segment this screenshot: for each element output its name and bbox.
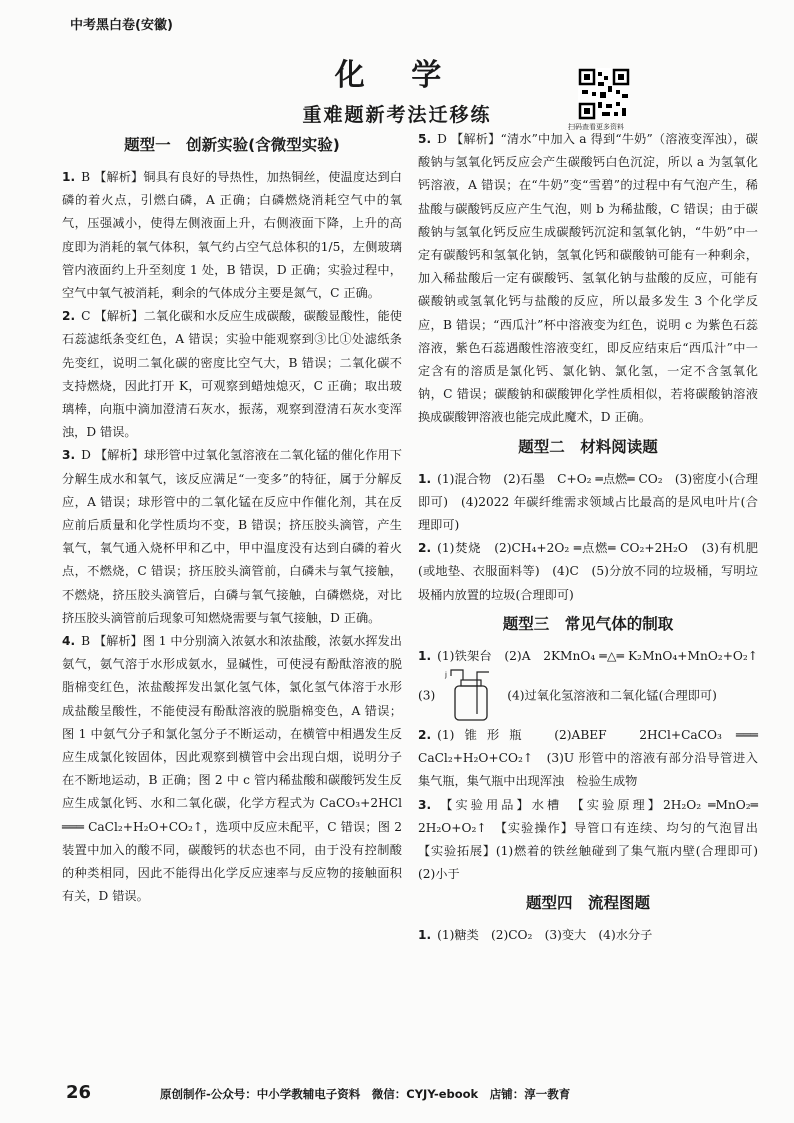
item-text: (1)混合物 (2)石墨 C+O₂ ═点燃═ CO₂ (3)密度小(合理即可) (4)2022 年碳纤维需求领域占比最高的是风电叶片(合理即可) xyxy=(418,471,758,533)
item-text: (1)锥形瓶 (2)ABEF 2HCl+CaCO₃ ═══ CaCl₂+H₂O+CO₂↑ (3)U 形管中的溶液有部分沿导管进入集气瓶，集气瓶中出现浑浊 检验生成物 xyxy=(418,728,758,789)
page-number: 26 xyxy=(66,1082,92,1103)
item-text: C 【解析】二氧化碳和水反应生成碳酸，碳酸显酸性，能使石蕊滤纸条变红色，A 错误；实验中能观察到③比①处滤纸条先变红，说明二氧化碳的密度比空气大，B 错误；二氧化碳不支持燃烧，因此打开 K，可观察到蜡烛熄灭，C 正确；取出玻璃棒，向瓶中滴加澄清石灰水，振荡，观察到澄清石灰水变浑浊，D 错误。 xyxy=(62,309,402,440)
answer-item xyxy=(62,305,402,444)
answer-item xyxy=(418,645,771,724)
page-subtitle: 重难题新考法迁移练 xyxy=(302,104,492,126)
item-number: 4. xyxy=(62,634,76,649)
item-text: 【实验用品】水槽 【实验原理】2H₂O₂ ═MnO₂═ 2H₂O+O₂↑ 【实验操作】导管口有连续、均匀的气泡冒出 【实验拓展】(1)燃着的铁丝触碰到了集气瓶内壁(合理即可) (2)小于 xyxy=(418,797,771,882)
item-number: 1. xyxy=(418,928,432,943)
footer-credits: 原创制作-公众号：中小学教辅电子资料 微信：CYJY-ebook 店铺：淳一教育 xyxy=(160,1087,571,1101)
item-number: 1. xyxy=(418,648,432,663)
gas-bottle-apparatus-icon xyxy=(441,668,501,724)
answer-item xyxy=(62,630,402,908)
section-heading-2: 题型二 材料阅读题 xyxy=(518,437,658,456)
item-number: 1. xyxy=(418,471,432,486)
item-number: 5. xyxy=(418,132,432,146)
answer-item xyxy=(62,444,402,630)
item-number: 3. xyxy=(62,448,76,463)
right-column xyxy=(418,128,771,948)
answer-item xyxy=(418,924,758,947)
item-number: 2. xyxy=(418,728,432,743)
item-number: 2. xyxy=(418,541,432,556)
item-text: D 【解析】球形管中过氧化氢溶液在二氧化锰的催化作用下分解生成水和氧气，该反应满足“一变多”的特征，属于分解反应，A 错误；球形管中的二氧化锰在反应中作催化剂，其在反应前后质量和化学性质均不变，B 错误；挤压胶头滴管，产生氧气，氧气通入烧杯甲和乙中，甲中温度没有达到白磷的着火点，不燃烧，C 错误；挤压胶头滴管前，白磷未与氧气接触，不燃烧，挤压胶头滴管后，白磷与氧气接触，白磷燃烧，对比挤压胶头滴管前后现象可知燃烧需要与氧气接触，D 正确。 xyxy=(62,448,402,625)
item-number: 3. xyxy=(418,797,432,812)
answer-item xyxy=(62,166,402,305)
section-heading-3: 题型三 常见气体的制取 xyxy=(502,614,674,633)
left-column xyxy=(62,128,402,909)
svg-text:j: j xyxy=(445,671,448,680)
answer-item xyxy=(418,794,771,887)
section-heading-4: 题型四 流程图题 xyxy=(525,894,650,913)
answer-item xyxy=(418,724,758,794)
item-text: (4)过氧化氢溶液和二氧化锰(合理即可) xyxy=(507,688,717,703)
answer-item xyxy=(418,468,758,538)
qr-caption: 扫码查看更多资料 xyxy=(568,123,624,131)
item-text: D 【解析】“清水”中加入 a 得到“牛奶”（溶液变浑浊），碳酸钠与氢氧化钙反应会产生碳酸钙白色沉淀，所以 a 为氢氧化钙溶液，A 错误；在“牛奶”变“雪碧”的过程中有气泡产生，稀盐酸与碳酸钙反应产生气泡，则 b 为稀盐酸，C 错误；由于碳酸钠与氢氧化钙反应生成碳酸钙沉淀和氢氧化钠，“牛奶”中一定有碳酸钙和氢氧化钠，氢氧化钙和碳酸钠可能有一种剩余，加入稀盐酸后一定有碳酸钙、氢氧化钠与盐酸的反应，可能有碳酸钠或氢氧化钙与盐酸的反应，所以最多发生 3 个化学反应，B 错误；“西瓜汁”杯中溶液变为红色，说明 c 为紫色石蕊溶液，紫色石蕊遇酸性溶液变红，即反应结束后“西瓜汁”中一定含有的溶质是氯化钙、氯化钠、氯化氢，一定不含氢氧化钠，C 错误；碳酸钠和碳酸钾化学性质相似，若将碳酸钠溶液换成碳酸钾溶液也能完成此魔术，D 正确。 xyxy=(418,132,758,425)
section-heading-1: 题型一 创新实验(含微型实验) xyxy=(124,136,340,154)
item-number: 1. xyxy=(62,170,76,184)
item-text: (1)糖类 (2)CO₂ (3)变大 (4)水分子 xyxy=(437,928,653,943)
item-text: (1)铁架台 (2)A 2KMnO₄ ═△═ K₂MnO₄+MnO₂+O₂↑ (3) xyxy=(418,648,771,703)
answer-item xyxy=(418,128,758,430)
book-label: 中考黑白卷(安徽) xyxy=(70,18,173,33)
answer-item xyxy=(418,537,758,607)
item-text: (1)焚烧 (2)CH₄+2O₂ ═点燃═ CO₂+2H₂O (3)有机肥(或地垫、衣服面料等) (4)C (5)分放不同的垃圾桶，写明垃圾桶内放置的垃圾(合理即可) xyxy=(418,541,758,602)
page-title: 化 学 xyxy=(334,58,460,93)
qr-code-icon[interactable] xyxy=(578,68,630,120)
item-text: B 【解析】图 1 中分别滴入浓氨水和浓盐酸，浓氨水挥发出氨气，氨气溶于水形成氨水，显碱性，可使浸有酚酞溶液的脱脂棉变红色，浓盐酸挥发出氯化氢气体，氯化氢气体溶于水形成盐酸呈酸性，不能使浸有酚酞溶液的脱脂棉变色，A 错误；图 1 中氨气分子和氯化氢分子不断运动，在横管中相遇发生反应生成氯化铵固体，因此观察到横管中会出现白烟，说明分子在不断地运动，B 正确；图 2 中 c 管内稀盐酸和碳酸钙发生反应生成氯化钙、水和二氧化碳，化学方程式为 CaCO₃+2HCl ═══ CaCl₂+H₂O+CO₂↑，选项中反应未配平，C 错误；图 2 装置中加入的酸不同，碳酸钙的状态也不同，由于没有控制酸的种类相同，因此不能得出化学反应速率与反应物的接触面积有关，D 错误。 xyxy=(62,634,402,904)
item-number: 2. xyxy=(62,309,76,324)
item-text: B 【解析】铜具有良好的导热性，加热铜丝，使温度达到白磷的着火点，引燃白磷，A 正确；白磷燃烧消耗空气中的氧气，压强减小，使得左侧液面上升，右侧液面下降，上升的高度即为消耗的氧气体积，氧气约占空气总体积的1/5，左侧玻璃管内液面约上升至刻度 1 处，B 错误，D 正确；实验过程中，空气中氧气被消耗，剩余的气体成分主要是氮气，C 正确。 xyxy=(62,170,402,301)
